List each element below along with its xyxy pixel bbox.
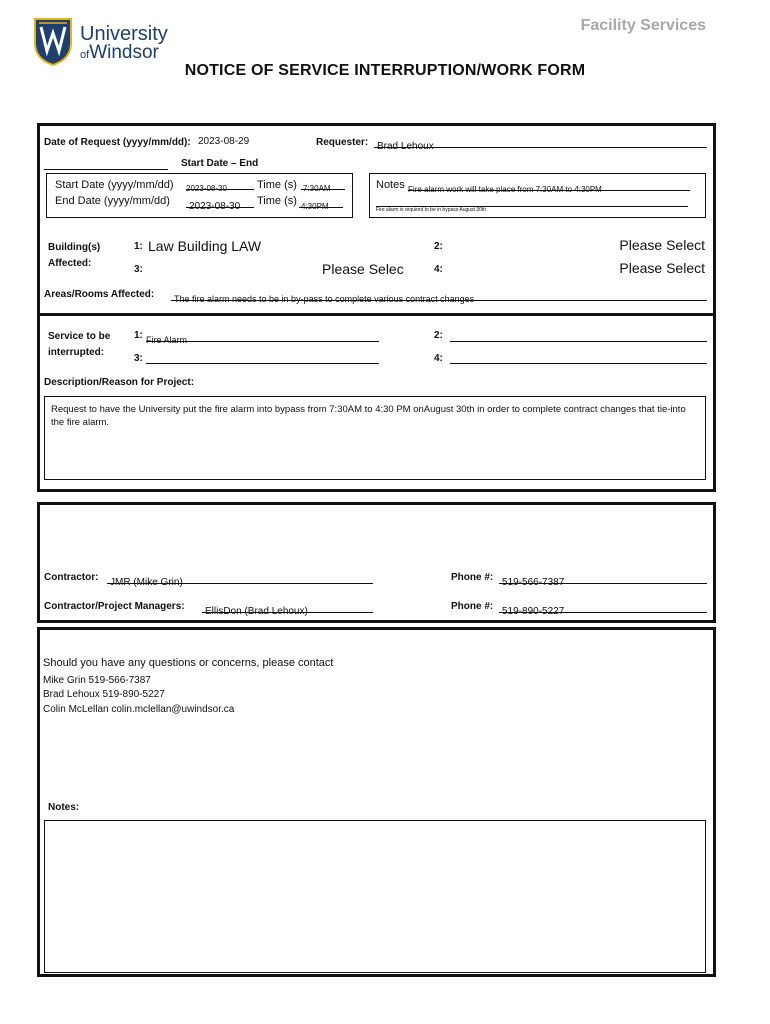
end-time-field[interactable]: 4:30PM xyxy=(299,196,343,208)
date-of-request-label: Date of Request (yyyy/mm/dd): xyxy=(44,137,191,148)
university-name: University xyxy=(80,23,168,45)
end-date-label: End Date (yyyy/mm/dd) xyxy=(55,195,170,207)
building-2-number: 2: xyxy=(434,241,443,252)
start-time-label: Time (s) xyxy=(257,179,297,191)
contractor-phone-label: Phone #: xyxy=(451,572,494,583)
areas-affected-label: Areas/Rooms Affected: xyxy=(44,289,155,300)
buildings-label-2: Affected: xyxy=(48,258,92,269)
blank-line xyxy=(44,158,168,170)
start-end-label: Start Date – End xyxy=(181,158,259,169)
end-time-label: Time (s) xyxy=(257,195,297,207)
service-label-1: Service to be xyxy=(48,331,111,342)
description-label: Description/Reason for Project: xyxy=(44,377,195,388)
pm-phone-label: Phone #: xyxy=(451,601,494,612)
contractor-phone-field[interactable]: 519-566-7387 xyxy=(499,572,707,584)
building-3-select[interactable]: Please Selec xyxy=(322,261,404,277)
service-1-field[interactable]: Fire Alarm xyxy=(146,330,379,342)
description-field[interactable]: Request to have the University put the fire alarm into bypass from 7:30AM to 4:30 PM onAugust 30th in order to complete contract changes that tie-into the fire alarm. xyxy=(44,396,706,480)
building-1-number: 1: xyxy=(134,241,143,252)
requester-field[interactable]: Brad Lehoux xyxy=(374,136,707,148)
university-windsor: ofWindsor xyxy=(80,42,159,63)
building-4-select[interactable]: Please Select xyxy=(619,260,705,276)
form-title: NOTICE OF SERVICE INTERRUPTION/WORK FORM xyxy=(184,62,586,79)
contact-line-3: Colin McLellan colin.mclellan@uwindsor.ca xyxy=(43,704,235,715)
project-managers-field[interactable]: EllisDon (Brad Lehoux) xyxy=(202,601,373,613)
notes-field-2[interactable]: Fire alarm is required to be in bypass August 30th xyxy=(376,198,688,207)
end-date-field[interactable]: 2023-08-30 xyxy=(186,196,254,208)
service-label-2: interrupted: xyxy=(48,347,105,358)
date-of-request-value[interactable]: 2023-08-29 xyxy=(198,136,250,147)
project-managers-label: Contractor/Project Managers: xyxy=(44,601,185,612)
notes-section-label: Notes: xyxy=(48,802,80,813)
start-date-field[interactable]: 2023-08-30 xyxy=(186,178,254,190)
start-date-label: Start Date (yyyy/mm/dd) xyxy=(55,179,174,191)
areas-affected-field[interactable]: The fire alarm needs to be in by-pass to complete various contract changes xyxy=(171,289,707,301)
contact-line-1: Mike Grin 519-566-7387 xyxy=(43,675,151,686)
service-4-number: 4: xyxy=(434,353,443,364)
building-1-select[interactable]: Law Building LAW xyxy=(148,238,262,254)
contact-line-2: Brad Lehoux 519-890-5227 xyxy=(43,689,165,700)
notes-textarea[interactable] xyxy=(44,820,706,973)
pm-phone-field[interactable]: 519-890-5227 xyxy=(499,601,707,613)
building-3-number: 3: xyxy=(134,264,143,275)
service-1-number: 1: xyxy=(134,330,143,341)
university-shield-logo xyxy=(33,15,73,67)
service-4-field[interactable] xyxy=(450,352,707,364)
service-2-field[interactable] xyxy=(450,330,707,342)
service-2-number: 2: xyxy=(434,330,443,341)
notes-field[interactable]: Fire alarm work will take place from 7:30AM to 4:30PM xyxy=(408,179,690,191)
contractor-label: Contractor: xyxy=(44,572,99,583)
contact-intro: Should you have any questions or concerns, please contact xyxy=(43,657,334,669)
service-3-field[interactable] xyxy=(146,352,379,364)
contractor-field[interactable]: JMR (Mike Grin) xyxy=(107,572,373,584)
notes-label: Notes xyxy=(376,179,405,191)
building-4-number: 4: xyxy=(434,264,443,275)
facility-services-label: Facility Services xyxy=(580,17,706,34)
start-time-field[interactable]: 7:30AM xyxy=(301,178,345,190)
buildings-label-1: Building(s) xyxy=(48,242,101,253)
service-3-number: 3: xyxy=(134,353,143,364)
requester-label: Requester: xyxy=(316,137,369,148)
building-2-select[interactable]: Please Select xyxy=(619,237,705,253)
